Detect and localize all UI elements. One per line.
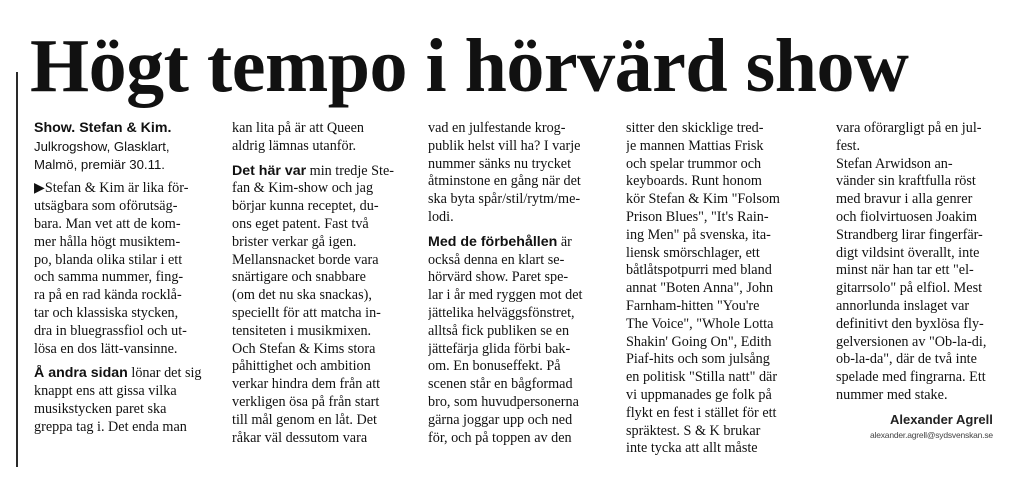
col1-line: bara. Man vet att de kom- [34, 215, 181, 232]
col1-line: lösa en dos lätt-vansinne. [34, 340, 178, 357]
col5-line: med bravur i alla genrer [836, 191, 973, 208]
col2-line: (om det nu ska snackas), [232, 287, 372, 304]
lead-in: Å andra sidan [34, 365, 128, 382]
col4-line: Farnham-hitten "You're [626, 297, 760, 314]
lead-in: Det här var [232, 162, 307, 179]
col4-line: liensk smörschlager, ett [626, 244, 760, 261]
col1-line: greppa tag i. Det enda man [34, 418, 187, 435]
col1-line: ▶Stefan & Kim är lika för- [34, 180, 189, 197]
col1-line: musikstycken paret ska [34, 400, 167, 417]
col5-line: minst när han tar ett "el- [836, 262, 974, 279]
col1-line: och samma nummer, fing- [34, 269, 184, 286]
byline-show: Show. Stefan & Kim. [34, 120, 172, 136]
col4-line: en politisk "Stilla natt" där [626, 369, 778, 386]
col2-line: verkligen ösa på från start [232, 393, 380, 410]
col3-line: hörvärd show. Paret spe- [428, 269, 569, 286]
column-5 [836, 120, 1012, 405]
col4-line: keyboards. Runt honom [626, 173, 762, 190]
col3-line: jättelika helväggsfönstret, [428, 304, 575, 321]
col4-line: vi uppmanades ge folk på [626, 386, 772, 403]
byline-premiere: Malmö, premiär 30.11. [34, 156, 165, 172]
col5-line: Strandberg lirar fingerfär- [836, 226, 983, 243]
col2-line: ons eget patent. Fast två [232, 215, 369, 232]
col4-line: Piaf-hits och som julsång [626, 351, 770, 368]
col3-line: publik helst vill ha? I varje [428, 137, 581, 154]
col2-line: Det här var min tredje Ste- [232, 162, 394, 179]
col4-line: båtlåtspotpurri med bland [626, 262, 772, 279]
col4-line: Shakin' Going On", Edith [626, 333, 772, 350]
left-column-rule [16, 72, 18, 467]
col5-line: vara oförargligt på en jul- [836, 120, 982, 136]
col3-line: också denna en klart se- [428, 251, 565, 268]
col3-line: jättefärja glida förbi bak- [428, 340, 571, 357]
col3-line: gärna joggar upp och ned [428, 411, 573, 428]
col5-line: spelade med fingrarna. Ett [836, 369, 986, 386]
col3-line: scenen står en bågformad [428, 376, 573, 393]
col4-line: sitter den skicklige tred- [626, 120, 764, 136]
col4-line: inte tycka att allt måste [626, 440, 758, 457]
col1-line: dra in bluegrassfiol och ut- [34, 322, 187, 339]
col3-line: för, och på toppen av den [428, 429, 572, 446]
col4-line: flykt en fest i stället för ett [626, 404, 777, 421]
col5-line: vänder sin kraftfulla röst [836, 173, 976, 190]
col3-line: vad en julfestande krog- [428, 120, 566, 136]
col5-line: gitarrsolo" på elfiol. Mest [836, 280, 983, 297]
col2-line: kan lita på är att Queen [232, 120, 364, 136]
col1-line: Å andra sidan lönar det sig [34, 365, 202, 382]
col5-line: annorlunda inslaget var [836, 297, 970, 314]
col1-line: po, blanda olika stilar i ett [34, 251, 183, 268]
col3-line: Med de förbehållen är [428, 233, 572, 250]
col2-line: aldrig lämnas utanför. [232, 137, 357, 154]
col4-line: Prison Blues", "It's Rain- [626, 208, 769, 225]
col4-line: je mannen Mattias Frisk [626, 137, 764, 154]
col3-line: alltså fick publiken se en [428, 322, 570, 339]
col4-line: annat "Boten Anna", John [626, 280, 774, 297]
col2-line: snärtigare och snabbare [232, 269, 366, 286]
col1-line: utsägbara som oförutsäg- [34, 198, 178, 215]
col2-line: fan & Kim-show och jag [232, 180, 374, 197]
col3-line: bro, som huvudpersonerna [428, 393, 579, 410]
col4-line: spräktest. S & K brukar [626, 422, 761, 439]
col5-line: och fiolvirtuosen Joakim [836, 208, 978, 225]
col5-line: gelversionen av "Ob-la-di, [836, 333, 987, 350]
byline-venue: Julkrogshow, Glasklart, [34, 138, 170, 154]
col2-line: påhittighet och ambition [232, 358, 371, 375]
author-signature: Alexander Agrell [890, 412, 993, 427]
col5-line: nummer med stake. [836, 386, 948, 403]
col5-line: digt vildsint överallt, inte [836, 244, 980, 261]
col2-line: Mellansnacket borde vara [232, 251, 379, 268]
col3-line: ska byta spår/stil/rytm/me- [428, 191, 581, 208]
col2-line: brister verkar gå igen. [232, 233, 357, 250]
column-1 [34, 120, 214, 437]
column-2 [232, 120, 414, 447]
col5-line: ob-la-da", där de två inte [836, 351, 977, 368]
col1-line: knappt ens att gissa vilka [34, 383, 177, 400]
col4-line: kör Stefan & Kim "Folsom [626, 191, 780, 208]
col5-line: fest. [836, 137, 861, 154]
col5-line: Stefan Arwidson an- [836, 155, 953, 172]
column-3 [428, 120, 612, 447]
lead-in: Med de förbehållen [428, 233, 558, 250]
col3-line: lar i år med ryggen mot det [428, 287, 583, 304]
column-4 [626, 120, 812, 458]
col1-line: tar och klassiska stycken, [34, 304, 179, 321]
col2-line: råkar väl dessutom vara [232, 429, 368, 446]
col4-line: The Voice", "Whole Lotta [626, 315, 774, 332]
author-email: alexander.agrell@sydsvenskan.se [870, 430, 993, 440]
col3-line: lodi. [428, 208, 454, 225]
col3-line: om. En bonuseffekt. På [428, 358, 561, 375]
col3-line: åtminstone en gång när det [428, 173, 581, 190]
headline: Högt tempo i hörvärd show [30, 24, 909, 108]
col3-line: nummer sänks nu trycket [428, 155, 572, 172]
col1-line: ra på en rad kända rocklå- [34, 287, 182, 304]
col4-line: ing Men" på svenska, ita- [626, 226, 771, 243]
col5-line: definitivt den byxlösa fly- [836, 315, 984, 332]
col2-line: till mål genom en låt. Det [232, 411, 377, 428]
col2-line: speciellt för att matcha in- [232, 304, 381, 321]
col2-line: börjar kunna receptet, du- [232, 198, 379, 215]
col2-line: verkar hindra dem från att [232, 376, 381, 393]
col4-line: och spelar trummor och [626, 155, 762, 172]
col2-line: tensiteten i musikmixen. [232, 322, 372, 339]
col2-line: Och Stefan & Kims stora [232, 340, 376, 357]
col1-line: mer hålla högt musiktem- [34, 233, 181, 250]
